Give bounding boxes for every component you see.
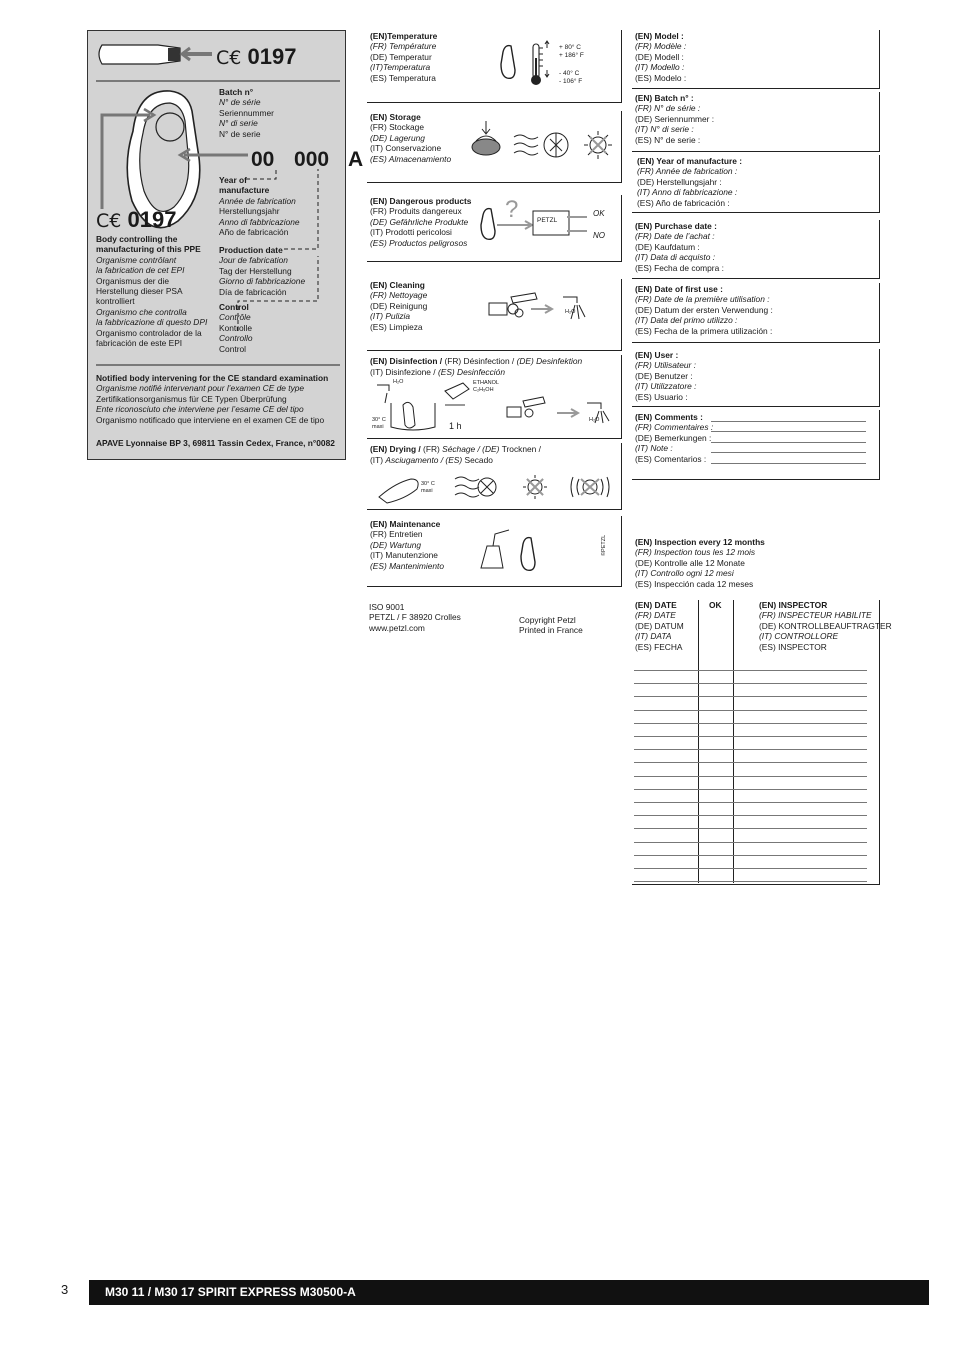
cleaning-en: (EN) Cleaning	[370, 280, 425, 290]
user-fr: (FR) Utilisateur :	[635, 360, 696, 371]
storage-it: (IT) Conservazione	[370, 143, 442, 154]
table-row	[634, 868, 867, 869]
ce-number-bottom: 0197	[127, 207, 177, 232]
ok-label: OK	[593, 209, 605, 218]
body-fr-1: Organisme contrôlant	[96, 254, 177, 265]
cleaning-fr: (FR) Nettoyage	[370, 290, 428, 301]
footer-title: M30 11 / M30 17 SPIRIT EXPRESS M30500-A	[105, 1285, 356, 1299]
cleaning-text	[370, 280, 427, 332]
table-row	[634, 670, 867, 671]
inspector-header	[759, 600, 892, 652]
body-es-2: fabricación de este EPI	[96, 338, 183, 349]
table-row	[634, 683, 867, 684]
batch-en: Batch n°	[219, 87, 254, 97]
ok-header: OK	[709, 600, 722, 610]
record-batch-es: (ES) N° de serie :	[635, 134, 701, 145]
storage-en: (EN) Storage	[370, 112, 421, 122]
storage-text	[370, 112, 451, 164]
batch-es: N° de serie	[219, 128, 261, 139]
disinfection-es: (ES) Desinfección	[437, 367, 505, 377]
notified-en: Notified body intervening for the CE standard examination	[96, 373, 329, 383]
record-first-use-text	[635, 284, 773, 336]
ce-marking-bottom: C€ 0197	[96, 207, 177, 232]
drying-line-1	[370, 444, 541, 454]
inspector-en: (EN) INSPECTOR	[759, 600, 828, 610]
year-fr: Année de fabrication	[219, 195, 296, 206]
dangerous-fr: (FR) Produits dangereux	[370, 206, 462, 217]
temperature-de: (DE) Temperatur	[370, 51, 432, 62]
batch-label-block	[219, 87, 274, 139]
inspection-de: (DE) Kontrolle alle 12 Monate	[635, 557, 745, 568]
ethanol-text: ETHANOL	[473, 380, 499, 386]
record-year-box	[632, 155, 880, 213]
body-controlling-block	[96, 234, 207, 348]
drying-box	[367, 443, 622, 510]
serial-code	[251, 148, 363, 172]
purchase-es: (ES) Fecha de compra :	[635, 262, 724, 273]
dangerous-it: (IT) Prodotti pericolosi	[370, 227, 452, 238]
table-row	[634, 855, 867, 856]
drying-it-tag: (IT)	[370, 455, 386, 465]
year-en-1: Year of	[219, 175, 247, 185]
user-es: (ES) Usuario :	[635, 391, 688, 402]
table-divider	[733, 600, 734, 883]
maintenance-text	[370, 519, 444, 571]
body-de-3: kontrolliert	[96, 296, 135, 307]
drying-de-tag: (DE)	[479, 444, 502, 454]
user-de: (DE) Benutzer :	[635, 370, 693, 381]
inspector-es: (ES) INSPECTOR	[759, 641, 827, 652]
model-en: (EN) Model :	[635, 31, 684, 41]
disinfection-line-1	[370, 356, 582, 366]
body-es-1: Organismo controlador de la	[96, 327, 202, 338]
temperature-cold-c: - 40° C	[559, 70, 580, 77]
no-label: NO	[593, 231, 605, 240]
printed-in: Printed in France	[519, 625, 583, 636]
maintenance-de: (DE) Wartung	[370, 539, 422, 550]
comment-line	[711, 463, 866, 464]
year-de: Herstellungsjahr	[219, 206, 280, 217]
table-row	[634, 789, 867, 790]
table-row	[634, 828, 867, 829]
model-de: (DE) Modell :	[635, 51, 684, 62]
oil-can-icon	[477, 528, 547, 576]
record-purchase-box	[632, 220, 880, 279]
table-row	[634, 815, 867, 816]
user-it: (IT) Utilizzatore :	[635, 381, 697, 392]
first-use-it: (IT) Data del primo utilizzo :	[635, 315, 738, 326]
svg-text:?: ?	[505, 196, 519, 223]
comment-line	[711, 431, 866, 432]
disinfection-line-2	[370, 367, 505, 377]
drying-temp-value: 30° C	[421, 481, 435, 487]
maintenance-es: (ES) Mantenimiento	[370, 560, 445, 571]
storage-fr: (FR) Stockage	[370, 122, 424, 133]
comments-de: (DE) Bemerkungen :	[635, 432, 712, 443]
control-fr: Contrôle	[219, 312, 251, 323]
comments-fr: (FR) Commentaires :	[635, 422, 714, 433]
comment-line	[711, 442, 866, 443]
body-en-2: manufacturing of this PPE	[96, 244, 201, 255]
record-comments-box	[632, 410, 880, 480]
temperature-hot-c: + 80° C	[559, 44, 581, 51]
drying-es: Secado	[464, 455, 493, 465]
temperature-hot	[559, 44, 584, 59]
temperature-es: (ES) Temperatura	[370, 72, 436, 83]
temperature-text	[370, 31, 437, 83]
inspection-block	[635, 537, 765, 589]
control-it: Controllo	[219, 333, 253, 344]
notified-it: Ente riconosciuto che interviene per l’esame CE del tipo	[96, 404, 304, 415]
production-it: Giorno di fabbricazione	[219, 276, 306, 287]
iso-standard: ISO 9001	[369, 602, 405, 612]
year-it: Anno di fabbricazione	[219, 216, 300, 227]
maintenance-en: (EN) Maintenance	[370, 519, 441, 529]
control-label-block	[219, 302, 253, 354]
disinfection-it: (IT) Disinfezione /	[370, 367, 438, 377]
maintenance-copyright-mark: ©PETZL	[601, 534, 607, 556]
batch-it: N° di serie	[219, 118, 258, 129]
code-day: 000	[294, 148, 330, 171]
production-label-block	[219, 245, 305, 297]
record-year-fr: (FR) Année de fabrication :	[637, 166, 738, 177]
record-batch-it: (IT) N° di serie :	[635, 124, 694, 135]
drying-fr: Séchage /	[442, 444, 480, 454]
maintenance-fr: (FR) Entretien	[370, 529, 423, 540]
control-de: Kontrolle	[219, 322, 253, 333]
body-de-2: Herstellung dieser PSA	[96, 286, 183, 297]
model-it: (IT) Modello :	[635, 62, 685, 73]
record-batch-box	[632, 92, 880, 152]
notified-es: Organismo notificado que interviene en el examen CE de tipo	[96, 414, 325, 425]
inspection-es: (ES) Inspección cada 12 meses	[635, 578, 754, 589]
control-en: Control	[219, 302, 249, 312]
first-use-fr: (FR) Date de la première utilisation :	[635, 294, 770, 305]
drying-en: (EN) Drying /	[370, 444, 421, 454]
cleaning-icons	[487, 289, 597, 329]
disinfection-water-2: H₂O	[589, 417, 600, 423]
first-use-es: (ES) Fecha de la primera utilización :	[635, 325, 773, 336]
drying-temp-maxi: maxi	[421, 487, 433, 494]
purchase-fr: (FR) Date de l’achat :	[635, 231, 715, 242]
table-row	[634, 881, 867, 882]
date-es: (ES) FECHA	[635, 641, 683, 652]
drying-temp	[421, 481, 435, 494]
code-year: 00	[251, 148, 275, 171]
batch-de: Seriennummer	[219, 107, 274, 118]
disinfection-temp	[372, 417, 386, 430]
model-es: (ES) Modelo :	[635, 72, 687, 83]
storage-de: (DE) Lagerung	[370, 132, 425, 143]
inspection-table	[632, 600, 892, 885]
temperature-box	[367, 30, 622, 103]
temperature-hot-f: + 186° F	[559, 51, 584, 59]
drying-line-2	[370, 455, 493, 465]
disinfection-fr: (FR) Désinfection /	[442, 356, 517, 366]
comments-es: (ES) Comentarios :	[635, 453, 707, 464]
inspector-de: (DE) KONTROLLBEAUFTRAGTER	[759, 620, 892, 631]
table-row	[634, 842, 867, 843]
table-row	[634, 723, 867, 724]
disinfection-en: (EN) Disinfection /	[370, 356, 443, 366]
record-batch-en: (EN) Batch n° :	[635, 93, 694, 103]
dangerous-products-icons	[475, 195, 595, 255]
petzl-label: PETZL	[537, 217, 558, 224]
table-row	[634, 762, 867, 763]
record-user-box	[632, 349, 880, 407]
record-model-text	[635, 31, 686, 83]
date-de: (DE) DATUM	[635, 620, 684, 631]
marking-panel	[87, 30, 364, 460]
drying-icons	[375, 469, 615, 509]
record-year-es: (ES) Año de fabricación :	[637, 197, 730, 208]
dangerous-es: (ES) Productos peligrosos	[370, 237, 468, 248]
production-en: Production date	[219, 245, 283, 255]
disinfection-temp-value: 30° C	[372, 417, 386, 423]
production-es: Día de fabricación	[219, 286, 287, 297]
dangerous-en: (EN) Dangerous products	[370, 196, 472, 206]
record-year-de: (DE) Herstellungsjahr :	[637, 176, 722, 187]
cleaning-it: (IT) Pulizia	[370, 311, 411, 322]
temperature-cold	[559, 70, 582, 85]
notified-fr: Organisme notifié intervenant pour l’examen CE de type	[96, 383, 305, 394]
record-first-use-box	[632, 283, 880, 343]
inspection-fr: (FR) Inspection tous les 12 mois	[635, 547, 756, 558]
date-header	[635, 600, 684, 652]
record-comments-text	[635, 412, 713, 464]
storage-icons	[470, 121, 620, 171]
temperature-it: (IT)Temperatura	[370, 62, 431, 73]
disinfection-de: (DE) Desinfektion	[516, 356, 583, 366]
drying-it: Asciugamento / (ES)	[385, 455, 465, 465]
iso-address: PETZL / F 38920 Crolles	[369, 612, 461, 623]
page-number: 3	[61, 1282, 69, 1297]
comments-en: (EN) Comments :	[635, 412, 703, 422]
inspection-it: (IT) Controllo ogni 12 mesi	[635, 568, 734, 579]
record-year-en: (EN) Year of manufacture :	[637, 156, 743, 166]
control-es: Control	[219, 343, 246, 354]
ethanol-formula: C₂H₅OH	[473, 386, 494, 393]
cleaning-de: (DE) Reinigung	[370, 300, 428, 311]
record-batch-fr: (FR) N° de série :	[635, 103, 701, 114]
record-user-text	[635, 350, 696, 402]
storage-box	[367, 111, 622, 183]
purchase-en: (EN) Purchase date :	[635, 221, 717, 231]
production-de: Tag der Herstellung	[219, 265, 292, 276]
footer-bar	[89, 1280, 929, 1305]
temperature-en: (EN)Temperature	[370, 31, 438, 41]
purchase-it: (IT) Data di acquisto :	[635, 252, 716, 263]
body-it-1: Organismo che controlla	[96, 306, 187, 317]
disinfection-box	[367, 355, 622, 439]
record-batch-text	[635, 93, 714, 145]
table-row	[634, 776, 867, 777]
year-es: Año de fabricación	[219, 227, 289, 238]
notified-de: Zertifikationsorganismus für CE Typen Überprüfung	[96, 393, 287, 404]
temperature-cold-f: - 106° F	[559, 77, 583, 85]
year-en-2: manufacture	[219, 185, 270, 196]
cleaning-box	[367, 279, 622, 351]
comment-line	[711, 421, 866, 422]
ethanol-label	[473, 380, 499, 393]
apave-address: APAVE Lyonnaise BP 3, 69811 Tassin Cedex, France, n°0082	[96, 438, 335, 448]
table-divider	[698, 600, 699, 883]
body-de-1: Organismus der die	[96, 275, 170, 286]
table-row	[634, 736, 867, 737]
storage-es: (ES) Almacenamiento	[370, 153, 452, 164]
record-model-box	[632, 30, 880, 89]
table-row	[634, 802, 867, 803]
dangerous-products-box	[367, 195, 622, 262]
date-fr: (FR) DATE	[635, 610, 676, 621]
thermometer-icon	[495, 40, 555, 90]
copyright-text: Copyright Petzl	[519, 615, 576, 625]
comments-it: (IT) Note :	[635, 443, 673, 454]
body-fr-2: la fabrication de cet EPI	[96, 265, 185, 276]
iso-website: www.petzl.com	[369, 622, 425, 633]
user-en: (EN) User :	[635, 350, 679, 360]
date-en: (EN) DATE	[635, 600, 677, 610]
notified-body-block	[96, 373, 328, 425]
record-year-text	[637, 156, 742, 208]
disinfection-time: 1 h	[449, 421, 462, 431]
date-it: (IT) DATA	[635, 631, 672, 642]
copyright-block	[519, 615, 583, 636]
year-label-block	[219, 175, 300, 237]
drying-de: Trocknen /	[501, 444, 541, 454]
record-year-it: (IT) Anno di fabbricazione :	[637, 187, 738, 198]
purchase-de: (DE) Kaufdatum :	[635, 241, 700, 252]
cleaning-water: H₂O	[565, 309, 576, 315]
ce-number-top: 0197	[247, 44, 297, 69]
disinfection-water: H₂O	[393, 379, 404, 385]
record-purchase-text	[635, 221, 724, 273]
record-batch-de: (DE) Seriennummer :	[635, 113, 715, 124]
drying-fr-tag: (FR)	[420, 444, 443, 454]
batch-fr: N° de série	[219, 97, 261, 108]
iso-block	[369, 602, 461, 633]
table-row	[634, 710, 867, 711]
table-row	[634, 749, 867, 750]
maintenance-it: (IT) Manutenzione	[370, 550, 438, 561]
inspection-en: (EN) Inspection every 12 months	[635, 537, 765, 547]
model-fr: (FR) Modèle :	[635, 41, 687, 52]
dangerous-text	[370, 196, 471, 248]
body-it-2: la fabbricazione di questo DPI	[96, 317, 208, 328]
body-en-1: Body controlling the	[96, 234, 178, 244]
ce-marking-top: C€ 0197	[216, 44, 297, 69]
code-control: A	[348, 148, 364, 171]
disinfection-temp-maxi: maxi	[372, 423, 384, 430]
inspector-it: (IT) CONTROLLORE	[759, 631, 839, 642]
table-row	[634, 696, 867, 697]
temperature-fr: (FR) Température	[370, 41, 437, 52]
first-use-de: (DE) Datum der ersten Verwendung :	[635, 304, 773, 315]
dangerous-de: (DE) Gefährliche Produkte	[370, 216, 469, 227]
production-fr: Jour de fabrication	[219, 255, 288, 266]
first-use-en: (EN) Date of first use :	[635, 284, 723, 294]
cleaning-es: (ES) Limpieza	[370, 321, 423, 332]
inspector-fr: (FR) INSPECTEUR HABILITE	[759, 610, 872, 621]
maintenance-box	[367, 516, 622, 587]
comment-line	[711, 452, 866, 453]
